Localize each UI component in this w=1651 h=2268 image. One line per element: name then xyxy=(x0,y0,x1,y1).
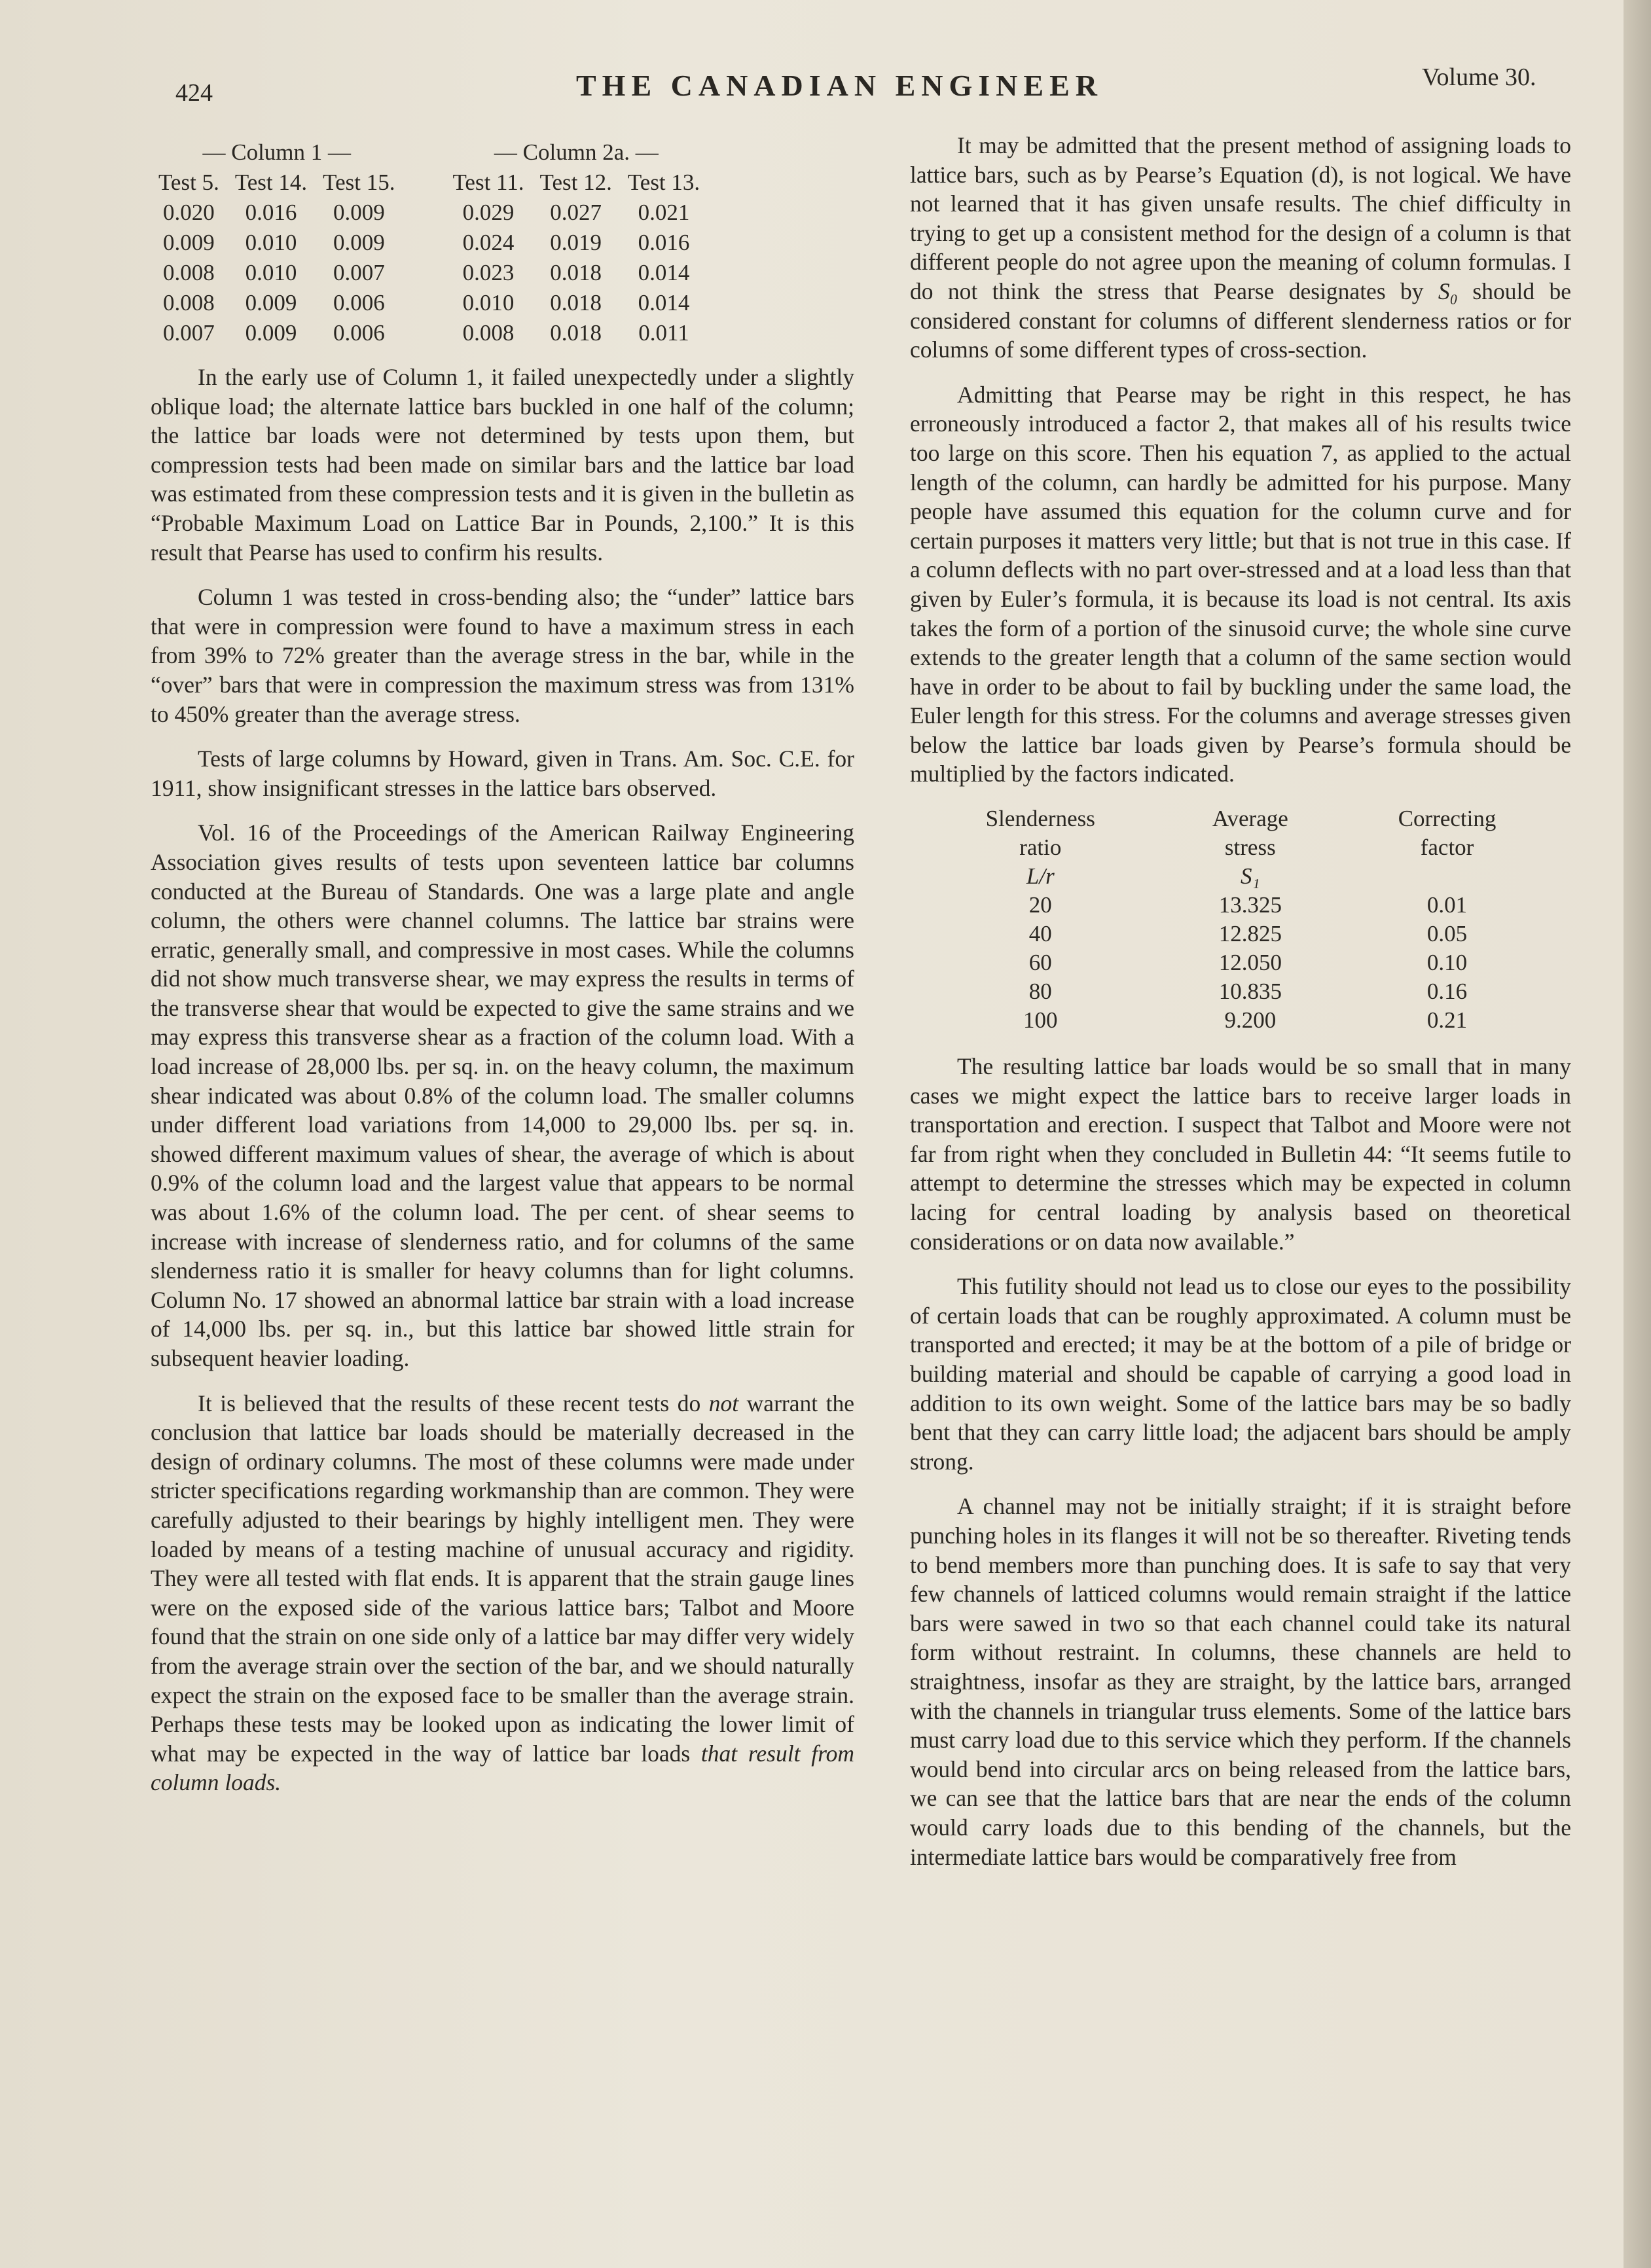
table-cell: 0.011 xyxy=(638,320,689,346)
table-cell: 60 xyxy=(1028,950,1052,976)
table-cell: 0.10 xyxy=(1426,950,1468,976)
volume-label: Volume 30. xyxy=(1422,63,1536,91)
table-header: Test 5. xyxy=(158,170,219,195)
column-1-group-label: — Column 1 — xyxy=(202,139,352,165)
table-cell: 0.008 xyxy=(163,290,215,315)
table-cell: 0.006 xyxy=(333,290,385,315)
text-run: warrant the conclusion that lattice bar loads should be materially decreased in the design of ordinary columns. The most of these columns were made under stricter specifications regarding workmanship than are common. They were carefully adjusted to their bearings by highly intelligent men. They were loaded by means of a testing machine of unusual accuracy and rigidity. They were all tested with flat ends. It is apparent that the strain gauge lines were on the exposed side of the various lattice bars; Talbot and Moore found that the strain on one side only of a lattice bar may differ very widely from the average strain over the section of the bar, and we should naturally expect the strain on the exposed face to be smaller than the average strain. Perhaps these tests may be looked upon as indicating the lower limit of what may be expected in the way of lattice bar loads xyxy=(151,1390,854,1767)
paragraph: Admitting that Pearse may be right in this respect, he has erroneously introduced a factor 2, that makes all of his results twice too large on this score. Then his equation 7, as applied to the actual length of the column, can hardly be admitted for his purpose. Many people have assumed this equation for the column curve and for certain purposes it matters very little; but that is not true in this case. If a column deflects with no part over-stressed and at a load less than that given by Euler’s formula, it is because its load is not central. Its axis takes the form of a portion of the sinusoid curve; the whole sine curve extends to the greater length that a column of the same section would have in order to be about to fail by buckling under the same load, the Euler length for this stress. For the columns and average stresses given below the lattice bar loads given by Pearse’s formula should be multiplied by the factors indicated. xyxy=(910,381,1571,787)
table-cell: 0.019 xyxy=(550,230,602,255)
left-column xyxy=(151,137,854,1813)
table-cell: 0.020 xyxy=(163,200,215,225)
table-row xyxy=(151,288,708,318)
table-header: Test 13. xyxy=(627,170,700,195)
table-cell: 0.01 xyxy=(1426,892,1468,918)
table-row xyxy=(916,1006,1558,1035)
table-header: Correcting xyxy=(1398,806,1497,832)
table-cell: 80 xyxy=(1028,979,1052,1005)
table-cell: 9.200 xyxy=(1224,1007,1277,1034)
table-header: Test 12. xyxy=(539,170,612,195)
table-cell: 0.016 xyxy=(638,230,690,255)
paragraph: In the early use of Column 1, it failed unexpectedly under a slightly oblique load; the alternate lattice bars buckled in one half of the column; the lattice bar loads were not determined by tests upon them, but compression tests had been made on similar bars and the lattice bar load was estimated from these compression tests and it is given in the bulletin as “Probable Maximum Load on Lattice Bar in Pounds, 2,100.” It is this result that Pearse has used to confirm his results. xyxy=(151,364,854,566)
table-cell: 0.014 xyxy=(638,260,690,285)
emphasis-ending: that result from column loads. xyxy=(151,1740,854,1796)
table-header: L/r xyxy=(1026,863,1055,890)
symbol-s0: S₀ xyxy=(1438,278,1459,304)
paragraph: This futility should not lead us to close our eyes to the possibility of certain loads that can be roughly approximated. A column must be transported and erected; it may be at the bottom of a pile of bridge or building material and should be capable of carrying a good load in addition to its own weight. Some of the lattice bars may be so badly bent that they can carry little load; the adjacent bars should be amply strong. xyxy=(910,1273,1571,1475)
table-row xyxy=(916,891,1558,920)
table-cell: 0.029 xyxy=(462,200,515,225)
table-cell: 0.010 xyxy=(245,230,297,255)
paragraph: A channel may not be initially straight; if it is straight before punching holes in its flanges it will not be so thereafter. Riveting tends to bend members more than punching does. It is safe to say that very few channels of latticed columns would remain straight if the lattice bars were sawed in two so that each channel could take its natural form without restraint. In columns, these channels are held to straightness, insofar as they are straight, by the lattice bars, arranged with the channels in triangular truss elements. Some of the lattice bars must carry load due to this service which they perform. If the channels would bend into circular arcs on being released from the lattice bars, we can see that the lattice bars that are near the ends of the column would carry loads due to this bending of the channels, but the intermediate lattice bars would be comparatively free from xyxy=(910,1493,1571,1870)
table-header: S₁ xyxy=(1240,863,1260,890)
paragraph: The resulting lattice bar loads would be so small that in many cases we might expect the lattice bars to receive larger loads in transportation and erection. I suspect that Talbot and Moore were not far from right when they concluded in Bulletin 44: “It seems futile to attempt to determine the stresses which may be expected in column lacing for central loading by analysis based on theoretical considerations or on data now available.” xyxy=(910,1053,1571,1255)
table-header: Average xyxy=(1212,806,1288,832)
table-cell: 0.024 xyxy=(462,230,515,255)
text-run: should be considered constant for columns of different slenderness ratios or for columns of some different types of cross-section. xyxy=(910,278,1571,363)
table-row xyxy=(151,228,708,258)
table-cell: 0.05 xyxy=(1426,921,1468,947)
table-cell: 0.008 xyxy=(163,260,215,285)
column-2a-group-label: — Column 2a. — xyxy=(494,139,659,165)
table-cell: 0.018 xyxy=(550,320,602,346)
table-header: stress xyxy=(1224,835,1276,861)
table-header: Test 14. xyxy=(234,170,308,195)
lattice-test-table xyxy=(151,137,708,348)
table-cell: 0.016 xyxy=(245,200,297,225)
journal-title: THE CANADIAN ENGINEER xyxy=(576,69,1103,102)
table-cell: 0.010 xyxy=(462,290,515,315)
page-header xyxy=(0,63,1610,115)
table-cell: 12.825 xyxy=(1218,921,1282,947)
table-cell: 0.009 xyxy=(333,230,385,255)
table-cell: 0.014 xyxy=(638,290,690,315)
table-cell: 0.21 xyxy=(1426,1007,1468,1034)
table-row xyxy=(916,920,1558,948)
table-header: Slenderness xyxy=(985,806,1095,832)
table-cell: 12.050 xyxy=(1218,950,1282,976)
table-cell: 0.023 xyxy=(462,260,515,285)
table-cell: 0.010 xyxy=(245,260,297,285)
table-cell: 0.006 xyxy=(333,320,385,346)
table-cell: 0.007 xyxy=(333,260,385,285)
paragraph xyxy=(151,1389,854,1797)
paragraph: Vol. 16 of the Proceedings of the American Railway Engineering Association gives results of tests upon seventeen lattice bar columns conducted at the Bureau of Standards. One was a large plate and angle column, the others were channel columns. The lattice bar strains were erratic, generally small, and compressive in most cases. While the columns did not show much transverse shear, we may express the results in terms of the transverse shear that would be expected to give the same strains and we may express this transverse shear as a fraction of the column load. With a load increase of 28,000 lbs. per sq. in. on the heavy column, the maximum shear indicated was about 0.8% of the column load. The smaller columns under different load variations from 14,000 to 29,000 lbs. per sq. in. showed different maximum values of shear, the average of which is about 0.9% of the column load and the largest value that appears to be normal was about 1.6% of the column load. The per cent. of shear seems to increase with increase of slenderness ratio, and for columns of the same slenderness ratio it is smaller for heavy columns than for light columns. Column No. 17 showed an abnormal lattice bar strain with a load increase of 14,000 lbs. per sq. in., but this lattice bar showed little strain for subsequent heavier loading. xyxy=(151,819,854,1371)
table-row xyxy=(916,977,1558,1006)
paragraph xyxy=(910,131,1571,365)
table-cell: 20 xyxy=(1028,892,1052,918)
table-cell: 0.027 xyxy=(550,200,602,225)
table-row xyxy=(151,318,708,348)
table-cell: 13.325 xyxy=(1218,892,1282,918)
table-cell: 0.009 xyxy=(245,320,297,346)
table-cell: 0.021 xyxy=(638,200,690,225)
table-cell: 0.018 xyxy=(550,290,602,315)
table-header: Test 11. xyxy=(452,170,524,195)
table-row xyxy=(916,948,1558,977)
table-row xyxy=(151,198,708,228)
table-header: factor xyxy=(1420,835,1474,861)
table-header: Test 15. xyxy=(323,170,395,195)
table-cell: 0.009 xyxy=(163,230,215,255)
table-cell: 0.009 xyxy=(245,290,297,315)
table-cell: 0.018 xyxy=(550,260,602,285)
table-cell: 10.835 xyxy=(1218,979,1282,1005)
table-cell: 0.008 xyxy=(462,320,515,346)
table-cell: 40 xyxy=(1028,921,1052,947)
table-cell: 0.009 xyxy=(333,200,385,225)
table-header: ratio xyxy=(1019,835,1062,861)
table-row xyxy=(151,258,708,288)
table-cell: 100 xyxy=(1023,1007,1058,1034)
paragraph: Tests of large columns by Howard, given in Trans. Am. Soc. C.E. for 1911, show insignificant stresses in the lattice bars observed. xyxy=(151,746,854,801)
table-cell: 0.007 xyxy=(163,320,215,346)
paragraph: Column 1 was tested in cross-bending also; the “under” lattice bars that were in compression were found to have a maximum stress in each from 39% to 72% greater than the average stress in the bar, while in the “over” bars that were in compression the maximum stress was from 131% to 450% greater than the average stress. xyxy=(151,584,854,727)
page-number: 424 xyxy=(175,79,213,107)
text-run: It is believed that the results of these recent tests do xyxy=(198,1390,709,1416)
table-cell: 0.16 xyxy=(1426,979,1468,1005)
page-edge xyxy=(1624,0,1651,2268)
text-run: It may be admitted that the present method of assigning loads to lattice bars, such as by Pearse’s Equation (d), is not logical. We have not learned that it has given unsafe results. The chief difficulty in trying to get up a consistent method for the design of a column is that different people do not agree upon the meaning of column formulas. I do not think the stress that Pearse designates by xyxy=(910,132,1571,304)
correcting-factor-table xyxy=(916,804,1558,1035)
right-column xyxy=(910,131,1571,1887)
emphasis-not: not xyxy=(708,1390,739,1416)
